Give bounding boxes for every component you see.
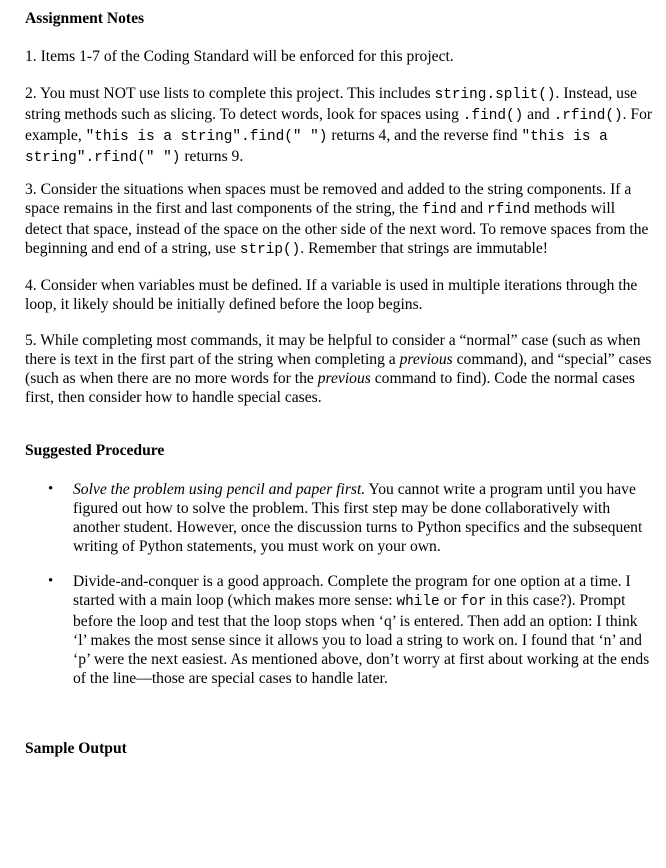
code-find-word: find — [422, 202, 457, 218]
code-for: for — [460, 594, 487, 610]
emphasis-previous: previous — [399, 351, 453, 368]
note-1: 1. Items 1-7 of the Coding Standard will be enforced for this project. — [25, 48, 454, 65]
code-string-split: string.split() — [434, 87, 556, 103]
code-rfind-example: "this is a string".rfind(" ") — [25, 129, 608, 166]
assignment-notes-heading: Assignment Notes — [25, 10, 145, 27]
suggested-procedure-heading: Suggested Procedure — [25, 442, 165, 459]
bullet-icon: • — [48, 481, 54, 497]
note-4: 4. Consider when variables must be defined. If a variable is used in multiple iterations through the loop, it likely should be initially defined before the loop begins. — [25, 277, 638, 313]
emphasis-pencil-paper: Solve the problem using pencil and paper first. — [73, 481, 366, 498]
note-3: 3. Consider the situations when spaces must be removed and added to the string components. If a space remains in the first and last components of the string, the find and rfind methods will detect that space, instead of the space on the other side of the next word. To remove spaces from the beginning and end of a string, use strip(). Remember that strings are immutable! — [25, 181, 649, 258]
code-rfind: .rfind() — [553, 108, 623, 124]
sample-output-heading: Sample Output — [25, 740, 127, 757]
code-while: while — [396, 594, 440, 610]
code-strip: strip() — [239, 242, 301, 258]
emphasis-previous-2: previous — [317, 370, 371, 387]
note-5: 5. While completing most commands, it may be helpful to consider a “normal” case (such as when there is text in the first part of the string when completing a previous command), and “special” cases (such as when there are no more words for the previous command to find). Code the normal cases first, then consider how to handle special cases. — [25, 332, 652, 406]
code-find-example: "this is a string".find(" ") — [85, 129, 328, 145]
code-rfind-word: rfind — [486, 202, 531, 218]
note-2: 2. You must NOT use lists to complete this project. This includes string.split(). Instead, use string methods such as slicing. To detect words, look for spaces using .find() and .rfind(). For example, "this is a string".find(" ") returns 4, and the reverse find "this is a string".rfind(" ") returns 9. — [25, 85, 653, 166]
procedure-step-1: Solve the problem using pencil and paper first. You cannot write a program until you have figured out how to solve the problem. This first step may be done collaboratively with another student. However, once the discussion turns to Python specifics and the subsequent writing of Python statements, you must work on your own. — [73, 481, 643, 555]
bullet-icon: • — [48, 573, 54, 589]
code-find: .find() — [462, 108, 524, 124]
procedure-step-2: Divide-and-conquer is a good approach. Complete the program for one option at a time. I started with a main loop (which makes more sense: while or for in this case?). Prompt before the loop and test that the loop stops when ‘q’ is entered. Then add an option: I think ‘l’ makes the most sense since it allows you to load a string to work on. I found that ‘n’ and ‘p’ were the next easiest. As mentioned above, don’t worry at first about working at the ends of the line—those are special cases to handle later. — [73, 573, 650, 687]
